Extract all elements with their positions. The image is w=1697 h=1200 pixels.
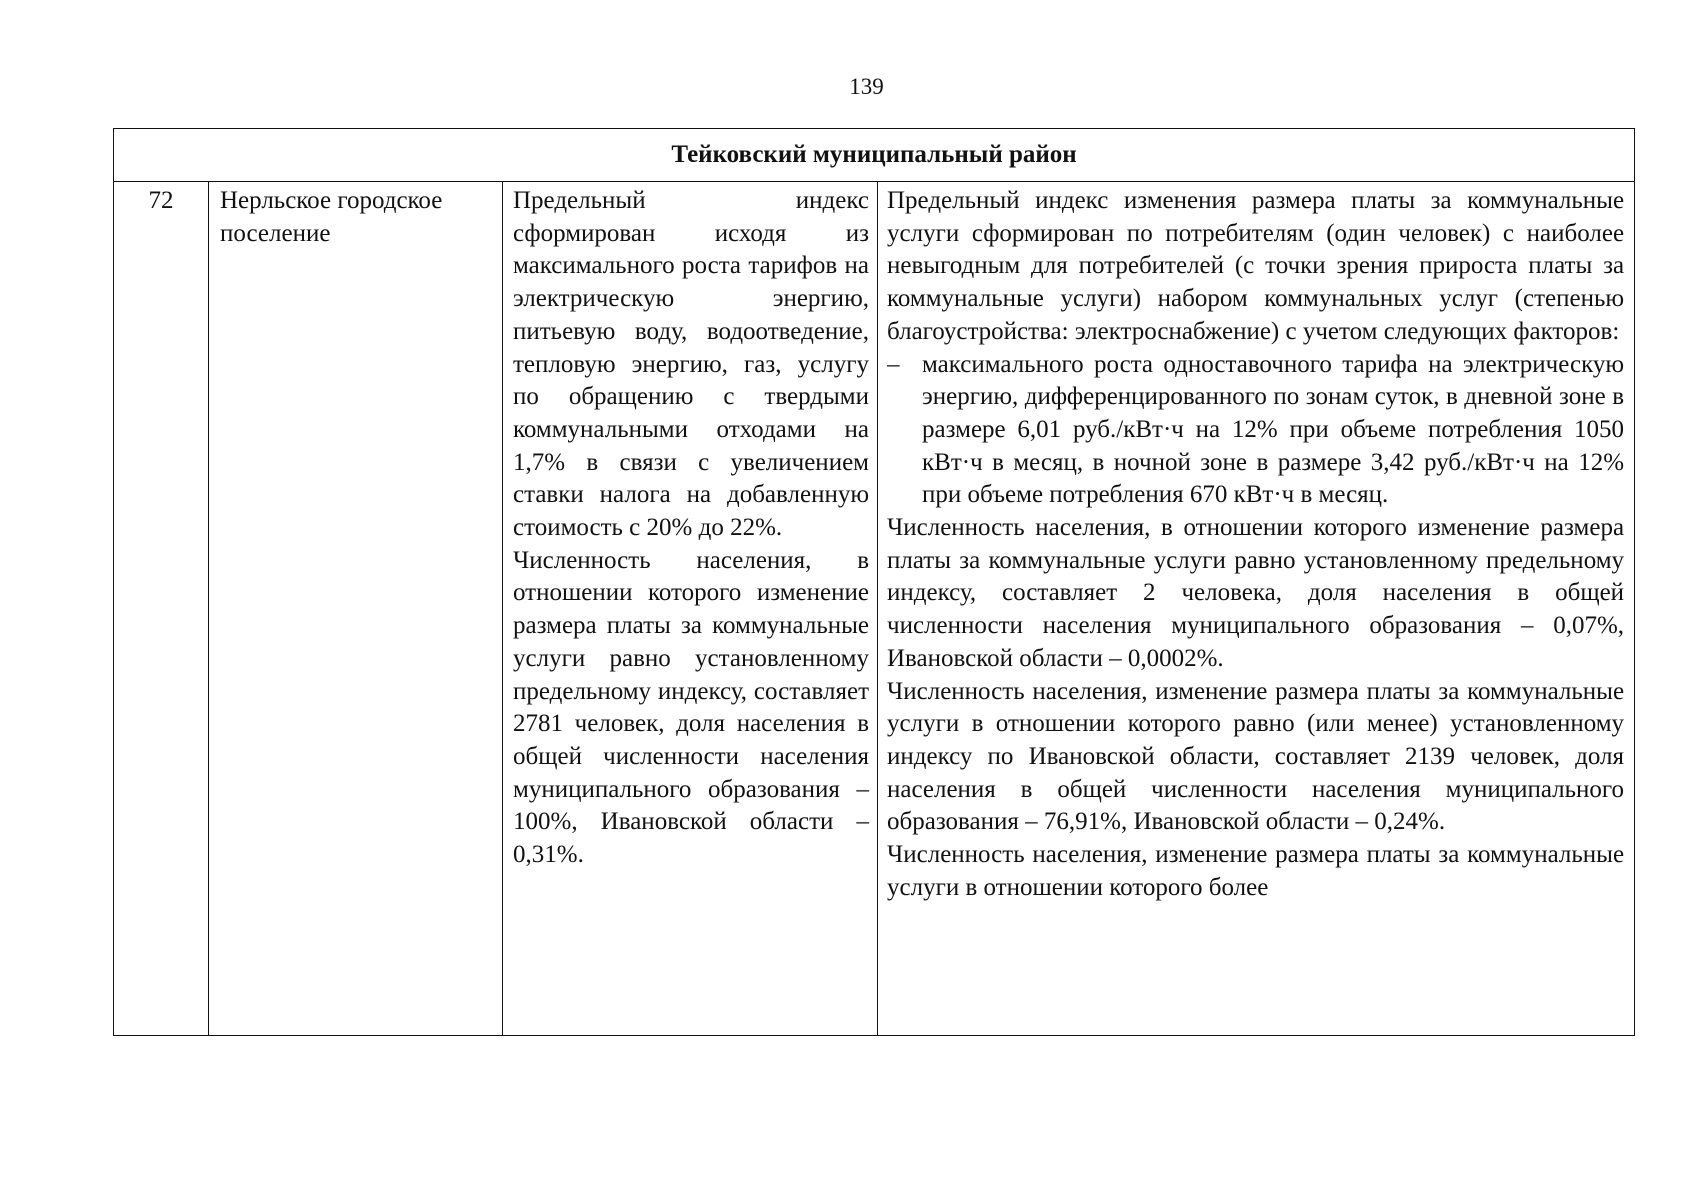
table-row — [114, 182, 1635, 1036]
index-basis-cell — [503, 182, 878, 1036]
district-header-row — [114, 129, 1635, 182]
row-number: 72 — [114, 182, 209, 1036]
tariff-table — [113, 128, 1635, 1036]
settlement-name: Нерльское городское поселение — [209, 182, 503, 1036]
list-dash: – — [887, 350, 900, 378]
population-less-paragraph: Численность населения, изменение размера платы за коммунальные услуги в отношении которого равно (или менее) установленному индексу по Ивановской области, составляет 2139 человек, доля населения в общей численности населения муниципального образования – 76,91%, Ивановской области – 0,24%. — [887, 677, 1625, 836]
page-number: 139 — [849, 74, 884, 99]
basis-paragraph: Предельный индекс сформирован исходя из максимального роста тарифов на электрическую энергию, питьевую воду, водоотведение, тепловую энергию, газ, услугу по обращению с твердыми коммунальными отходами на 1,7% в связи с увеличением ставки налога на добавленную стоимость с 20% до 22%. — [513, 187, 869, 542]
factor-list-item — [887, 349, 1624, 513]
detail-intro: Предельный индекс изменения размера платы за коммунальные услуги сформирован по потребителям (один человек) с наиболее невыгодным для потребителей (с точки зрения прироста платы за коммунальные услуги) набором коммунальных услуг (степенью благоустройства: электроснабжение) с учетом следующих факторов: — [887, 187, 1625, 345]
factor-text: максимального роста одноставочного тарифа на электрическую энергию, дифференцированного по зонам суток, в дневной зоне в размере 6,01 руб./кВт·ч на 12% при объеме потребления 1050 кВт·ч в месяц, в ночной зоне в размере 3,42 руб./кВт·ч на 12% при объеме потребления 670 кВт·ч в месяц. — [922, 350, 1625, 509]
population-more-paragraph: Численность населения, изменение размера платы за коммунальные услуги в отношении которого более — [887, 841, 1625, 901]
district-title: Тейковский муниципальный район — [114, 129, 1635, 182]
detail-body — [887, 185, 1624, 1035]
index-detail-cell — [878, 182, 1635, 1036]
population-equal-paragraph: Численность населения, в отношении которого изменение размера платы за коммунальные услуги равно установленному предельному индексу, составляет 2 человека, доля населения в общей численности населения муниципального образования – 0,07%, Ивановской области – 0,0002%. — [887, 514, 1625, 672]
basis-population-paragraph: Численность населения, в отношении которого изменение размера платы за коммунальные услуги равно установленному предельному индексу, составляет 2781 человек, доля населения в общей численности населения муниципального образования – 100%, Ивановской области – 0,31%. — [513, 546, 869, 869]
